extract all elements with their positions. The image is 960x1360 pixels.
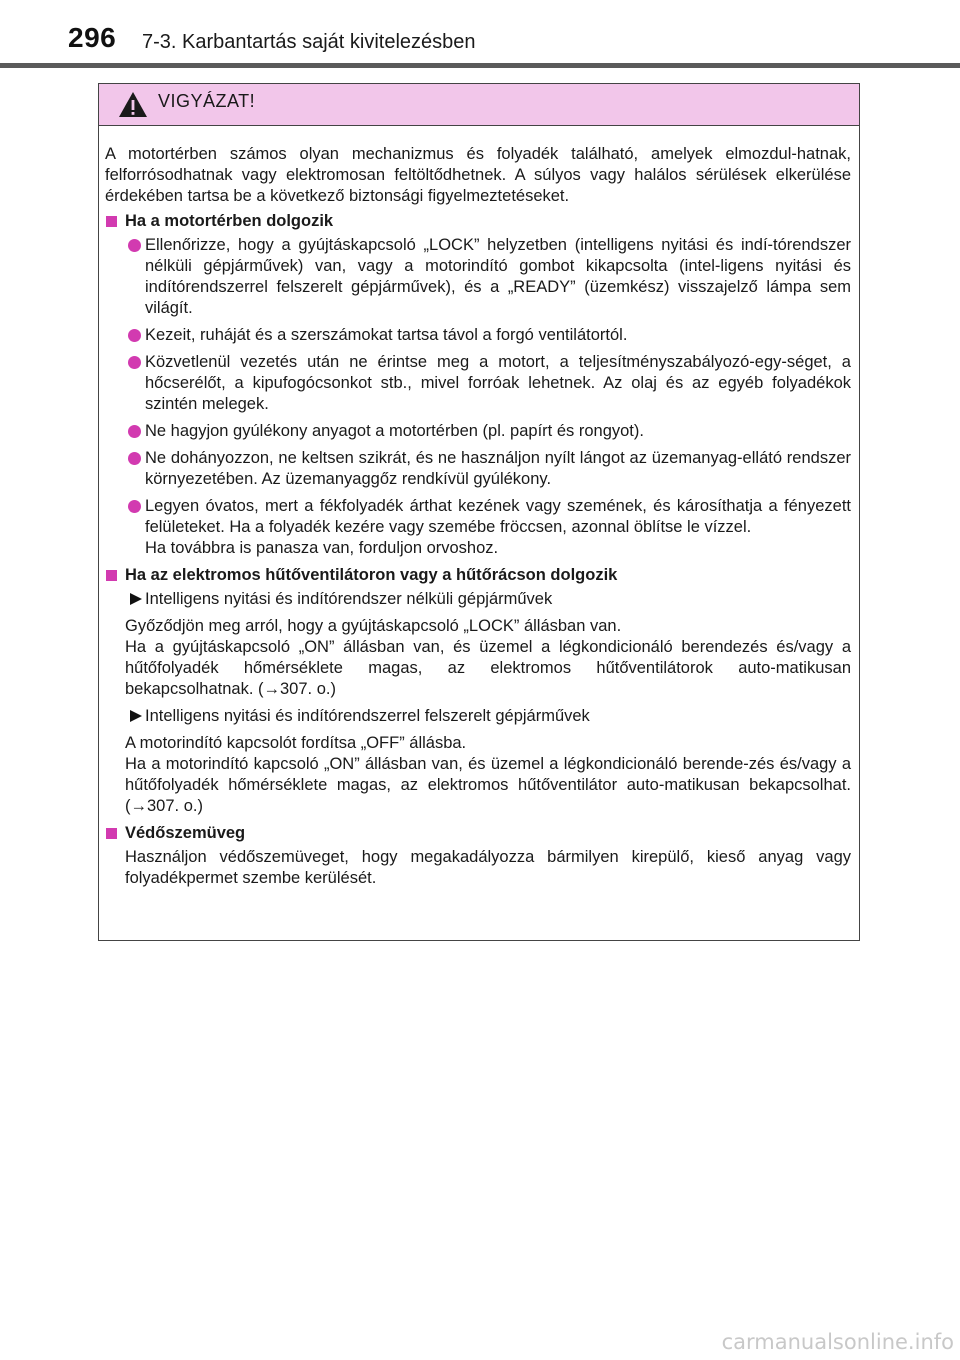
section-title: 7-3. Karbantartás saját kivitelezésben bbox=[142, 31, 476, 53]
round-bullet-icon bbox=[128, 425, 141, 438]
triangle-arrow-icon bbox=[130, 710, 142, 722]
list-item-text: Ellenőrizze, hogy a gyújtáskapcsoló „LOCK” helyzetben (intelligens nyitási és indí-tórendszer nélküli gépjárművek) van, vagy a motorindító gombot kikapcsolta (intel-ligens nyitási és indítórendszerrel felszerelt gépjárművek), és a „READY” (üzemkész) visszajelző lámpa sem világít. bbox=[145, 236, 851, 317]
warning-intro: A motortérben számos olyan mechanizmus és folyadék található, amelyek elmozdul-hatnak, felforrósodhatnak vagy elektromosan feltöltődhetnek. A súlyos vagy halálos sérülések elkerülése érdekében tartsa be a következő biztonsági figyelmeztetéseket. bbox=[105, 145, 851, 205]
round-bullet-icon bbox=[128, 500, 141, 513]
round-bullet-icon bbox=[128, 452, 141, 465]
square-bullet-icon bbox=[106, 216, 117, 227]
list-item bbox=[105, 496, 851, 559]
watermark: carmanualsonline.info bbox=[721, 1330, 954, 1354]
section-heading-safety-glasses bbox=[105, 823, 851, 844]
subheading-without-smart-entry bbox=[105, 589, 851, 610]
paragraph: Győződjön meg arról, hogy a gyújtáskapcsoló „LOCK” állásban van. bbox=[125, 617, 622, 635]
round-bullet-icon bbox=[128, 356, 141, 369]
list-item bbox=[105, 421, 851, 442]
triangle-arrow-icon bbox=[130, 593, 142, 605]
warning-box bbox=[98, 83, 860, 941]
list-item-extra-text: Ha továbbra is panasza van, forduljon orvoshoz. bbox=[145, 539, 499, 557]
list-item bbox=[105, 325, 851, 346]
section-heading-text: Ha az elektromos hűtőventilátoron vagy a hűtőrácson dolgozik bbox=[125, 566, 618, 584]
list-item bbox=[105, 352, 851, 415]
warning-triangle-icon bbox=[118, 91, 148, 118]
section-heading-cooling-fan bbox=[105, 565, 851, 586]
warning-body bbox=[99, 126, 859, 889]
section-heading-text: Ha a motortérben dolgozik bbox=[125, 212, 334, 230]
square-bullet-icon bbox=[106, 570, 117, 581]
list-item bbox=[105, 448, 851, 490]
section-heading-engine-bay bbox=[105, 211, 851, 232]
subheading-text: Intelligens nyitási és indítórendszer nélküli gépjárművek bbox=[145, 590, 553, 608]
header-divider bbox=[0, 63, 960, 68]
page-number: 296 bbox=[68, 22, 117, 53]
list-item-text: Ne dohányozzon, ne keltsen szikrát, és ne használjon nyílt lángot az üzemanyag-ellátó rendszer környezetében. Az üzemanyaggőz rendkívül gyúlékony. bbox=[145, 449, 851, 488]
list-item-text: Közvetlenül vezetés után ne érintse meg a motort, a teljesítményszabályozó-egy-séget, a hőcserélőt, a kipufogócsonkot stb., mivel forróak lehetnek. Az olaj és az egyéb folyadékok szintén melegek. bbox=[145, 353, 851, 413]
round-bullet-icon bbox=[128, 329, 141, 342]
subheading-with-smart-entry bbox=[105, 706, 851, 727]
paragraph: Használjon védőszemüveget, hogy megakadályozza bármilyen kirepülő, kieső anyag vagy folyadékpermet szembe kerülését. bbox=[125, 848, 851, 887]
paragraph: A motorindító kapcsolót fordítsa „OFF” állásba. bbox=[125, 734, 467, 752]
list-item bbox=[105, 235, 851, 319]
subheading-text: Intelligens nyitási és indítórendszerrel felszerelt gépjárművek bbox=[145, 707, 590, 725]
list-item-text: Legyen óvatos, mert a fékfolyadék árthat kezének vagy szemének, és károsíthatja a fényezett felületeket. Ha a folyadék kezére vagy szemébe fröccsen, azonnal öblítse le vízzel. bbox=[145, 497, 851, 536]
warning-title: VIGYÁZAT! bbox=[158, 91, 256, 111]
paragraph: Ha a motorindító kapcsoló „ON” állásban van, és üzemel a légkondicionáló berende-zés és/vagy a hűtőfolyadék hőmérséklete magas, az elektromos hűtőventilátor auto-matikusan bekapcsolhat. (→307. o.) bbox=[125, 755, 851, 815]
section-heading-text: Védőszemüveg bbox=[125, 824, 246, 842]
warning-header bbox=[99, 84, 859, 126]
paragraph: Ha a gyújtáskapcsoló „ON” állásban van, és üzemel a légkondicionáló berendezés és/vagy a hűtőfolyadék hőmérséklete magas, az elektromos hűtőventilátorok auto-matikusan bekapcsolhatnak. (→307. o.) bbox=[125, 638, 851, 698]
list-item-text: Kezeit, ruháját és a szerszámokat tartsa távol a forgó ventilátortól. bbox=[145, 326, 628, 344]
page-header bbox=[0, 0, 960, 70]
list-item-text: Ne hagyjon gyúlékony anyagot a motortérben (pl. papírt és rongyot). bbox=[145, 422, 644, 440]
square-bullet-icon bbox=[106, 828, 117, 839]
round-bullet-icon bbox=[128, 239, 141, 252]
